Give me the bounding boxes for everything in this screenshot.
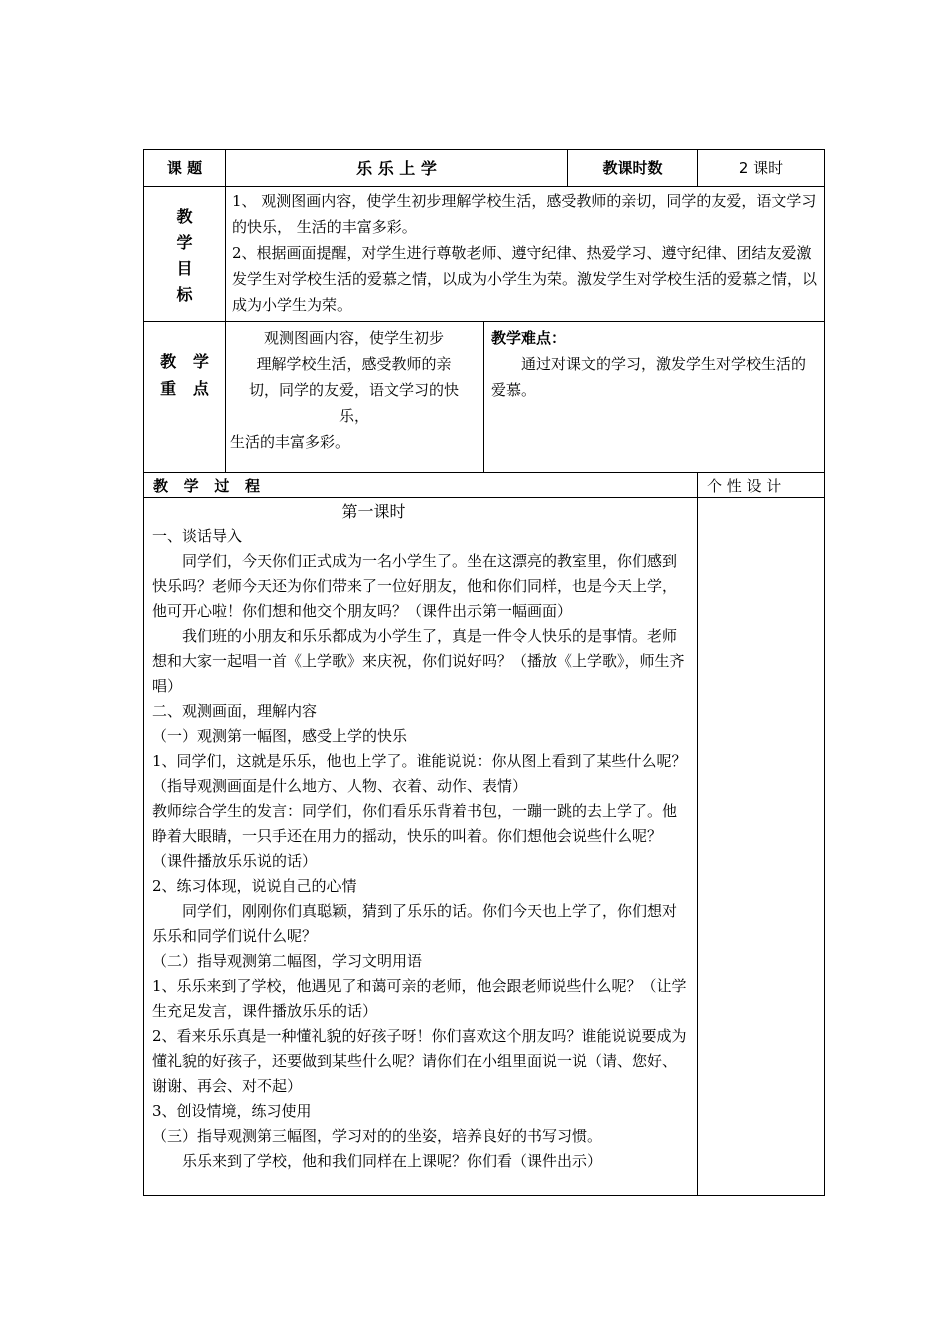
process-paragraph: 一、谈话导入 bbox=[152, 527, 243, 545]
process-paragraph: 3、创设情境，练习使用 bbox=[152, 1102, 312, 1120]
topic-value: 乐 乐 上 学 bbox=[356, 159, 437, 178]
table-border-top bbox=[143, 149, 825, 150]
process-paragraph: 同学们，刚刚你们真聪颖，猜到了乐乐的话。你们今天也上学了，你们想对乐乐和同学们说什么呢？ bbox=[152, 902, 678, 945]
process-paragraph: （一）观测第一幅图，感受上学的快乐 bbox=[152, 727, 408, 745]
process-label: 教 学 过 程 bbox=[153, 477, 260, 495]
table-border-bottom bbox=[143, 1195, 825, 1196]
process-paragraph: 教师综合学生的发言：同学们，你们看乐乐背着书包，一蹦一跳的去上学了。他睁着大眼睛，一只手还在用力的摇动，快乐的叫着。你们想他会说些什么呢？（课件播放乐乐说的话） bbox=[152, 802, 678, 870]
keypoints-line: 生活的丰富多彩。 bbox=[230, 433, 351, 451]
process-paragraph: 1、同学们，这就是乐乐，他也上学了。谁能说说：你从图上看到了某些什么呢？（指导观测画面是什么地方、人物、衣着、动作、表情） bbox=[152, 752, 687, 795]
process-paragraph: 乐乐来到了学校，他和我们同样在上课呢？你们看（课件出示） bbox=[182, 1152, 603, 1170]
topic-label: 课 题 bbox=[166, 159, 203, 177]
table-border-right bbox=[824, 149, 825, 1196]
table-row-divider bbox=[143, 321, 825, 322]
hours-value: 2 课时 bbox=[738, 159, 784, 177]
hours-label: 教课时数 bbox=[602, 159, 663, 177]
goals-label bbox=[144, 204, 225, 308]
table-col-divider bbox=[225, 149, 226, 473]
keypoints-line: 观测图画内容，使学生初步 bbox=[263, 329, 444, 347]
difficulty-title: 教学难点： bbox=[491, 329, 567, 347]
goals-label-char: 标 bbox=[176, 285, 193, 304]
personal-design-label: 个 性 设 计 bbox=[707, 477, 782, 495]
keypoints-line: 乐， bbox=[338, 407, 369, 425]
process-paragraph: 我们班的小朋友和乐乐都成为小学生了，真是一件令人快乐的是事情。老师想和大家一起唱一首《上学歌》来庆祝，你们说好吗？（播放《上学歌》，师生齐唱） bbox=[152, 627, 685, 695]
table-col-divider bbox=[483, 321, 484, 473]
personal-design-cell bbox=[698, 498, 824, 1195]
goal-item: 2、根据画面提醒，对学生进行尊敬老师、遵守纪律、热爱学习、遵守纪律、团结友爱激发学生对学校生活的爱慕之情，以成为小学生为荣。激发学生对学校生活的爱慕之情，以成为小学生为荣。 bbox=[232, 244, 818, 314]
process-paragraph: 1、乐乐来到了学校，他遇见了和蔼可亲的老师，他会跟老师说些什么呢？（让学生充足发言，课件播放乐乐的话） bbox=[152, 977, 687, 1020]
goals-label-char: 教 bbox=[176, 207, 193, 226]
keypoints-label-line: 教 学 bbox=[160, 352, 209, 371]
process-paragraph: 二、观测画面，理解内容 bbox=[152, 702, 318, 720]
lesson-title: 第一课时 bbox=[341, 502, 406, 521]
process-content bbox=[152, 499, 690, 1174]
process-paragraphs bbox=[152, 524, 690, 1174]
keypoints-content bbox=[230, 325, 478, 455]
table-row-divider bbox=[143, 472, 825, 473]
keypoints-line: 切，同学的友爱，语文学习的快 bbox=[248, 381, 459, 399]
difficulty-text: 通过对课文的学习，激发学生对学校生活的爱慕。 bbox=[491, 355, 807, 399]
keypoints-line: 理解学校生活，感受教师的亲 bbox=[256, 355, 452, 373]
difficulty-content bbox=[491, 325, 818, 403]
process-paragraph: （三）指导观测第三幅图，学习对的的坐姿，培养良好的书写习惯。 bbox=[152, 1127, 603, 1145]
process-paragraph: （二）指导观测第二幅图，学习文明用语 bbox=[152, 952, 423, 970]
table-row-divider bbox=[143, 186, 825, 187]
goals-label-char: 学 bbox=[176, 233, 193, 252]
goal-item: 1、 观测图画内容，使学生初步理解学校生活，感受教师的亲切，同学的友爱，语文学习的快乐， 生活的丰富多彩。 bbox=[232, 192, 817, 236]
process-paragraph: 2、练习体现，说说自己的心情 bbox=[152, 877, 357, 895]
process-paragraph: 同学们，今天你们正式成为一名小学生了。坐在这漂亮的教室里，你们感到快乐吗？老师今天还为你们带来了一位好朋友，他和你们同样，也是今天上学，他可开心啦！你们想和他交个朋友吗？（课件出示第一幅画面） bbox=[152, 552, 678, 620]
keypoints-label bbox=[144, 348, 225, 402]
keypoints-label-line: 重 点 bbox=[160, 379, 209, 398]
goals-content bbox=[232, 188, 818, 318]
process-paragraph: 2、看来乐乐真是一种懂礼貌的好孩子呀！你们喜欢这个朋友吗？谁能说说要成为懂礼貌的好孩子，还要做到某些什么呢？请你们在小组里面说一说（请、您好、谢谢、再会、对不起） bbox=[152, 1027, 687, 1095]
goals-label-char: 目 bbox=[176, 259, 193, 278]
